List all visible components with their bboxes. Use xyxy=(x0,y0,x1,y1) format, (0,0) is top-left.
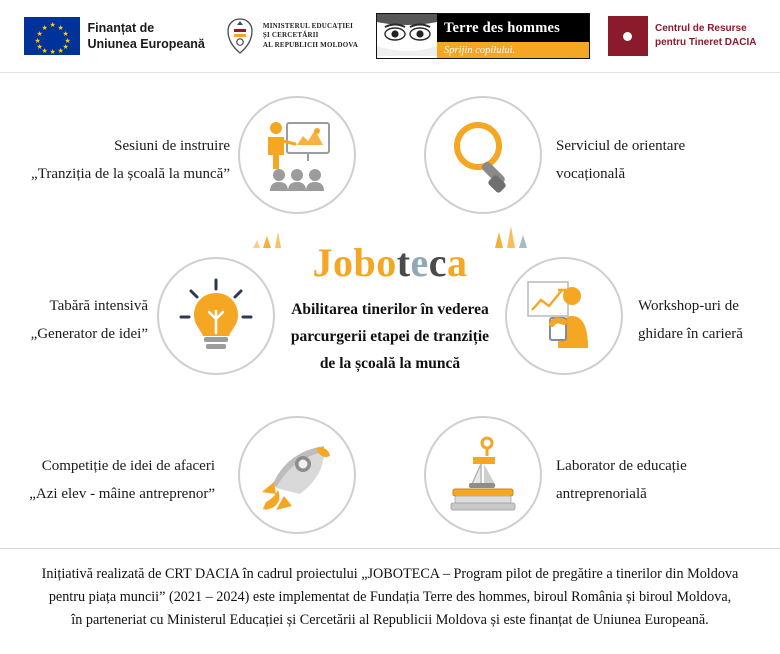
node-business-ideas-competition[interactable] xyxy=(238,416,356,534)
label-training-sessions xyxy=(0,132,230,188)
crt-dacia-logo-text xyxy=(655,22,757,50)
node-entrepreneurship-lab[interactable] xyxy=(424,416,542,534)
eu-flag-icon: ★ ★ ★ ★ ★ ★ ★ ★ ★ ★ ★ ★ xyxy=(24,17,80,55)
label-intensive-camp xyxy=(0,292,148,348)
label-vocational-guidance xyxy=(556,132,780,188)
brand-letter-2: b xyxy=(353,240,377,285)
node-vocational-guidance[interactable] xyxy=(424,96,542,214)
ministry-line2: ȘI CERCETĂRII xyxy=(262,31,319,40)
label-business-ideas-competition xyxy=(0,452,215,508)
logo-bar xyxy=(0,0,780,73)
label-career-workshops-line2: ghidare în carieră xyxy=(638,326,743,342)
terre-des-hommes-text-block xyxy=(437,14,589,58)
ministry-line1: MINISTERUL EDUCAȚIEI xyxy=(262,21,354,30)
eu-logo-line1: Finanțat de xyxy=(87,21,155,35)
ministry-line3: AL REPUBLICII MOLDOVA xyxy=(262,40,358,49)
moldova-coat-of-arms-icon xyxy=(223,17,257,55)
lightbulb-icon xyxy=(175,275,257,357)
brand-letter-0: J xyxy=(312,240,333,285)
brand-letter-3: o xyxy=(376,240,397,285)
label-intensive-camp-line2: „Generator de idei” xyxy=(30,326,148,342)
eu-logo-line2: Uniunea Europeană xyxy=(87,37,205,51)
sparkle-right-icon xyxy=(485,216,537,252)
terre-des-hommes-slogan: Sprijin copilului. xyxy=(437,42,589,58)
eu-logo-text xyxy=(88,20,205,52)
node-training-sessions[interactable] xyxy=(238,96,356,214)
label-intensive-camp-line1: Tabără intensivă xyxy=(49,298,148,314)
dacia-mark-icon xyxy=(608,16,648,56)
magnifier-icon xyxy=(444,116,522,194)
services-diagram xyxy=(0,72,780,548)
sparkle-left-icon xyxy=(251,218,295,252)
footer-disclaimer xyxy=(0,548,780,654)
label-entrepreneurship-lab xyxy=(556,452,780,508)
terre-des-hommes-title: Terre des hommes xyxy=(437,14,589,42)
terre-des-hommes-logo xyxy=(376,13,590,59)
rocket-icon xyxy=(254,432,340,518)
ministry-logo xyxy=(223,17,358,55)
label-training-sessions-line1: Sesiuni de instruire xyxy=(114,138,230,154)
footer-line2: pentru piața muncii” (2021 – 2024) este implementat de Fundația Terre des hommes, biroul România și biroul Moldova, xyxy=(48,589,732,605)
label-entrepreneurship-lab-line2: antreprenorială xyxy=(556,486,647,502)
brand-letter-4: t xyxy=(396,240,411,285)
center-tagline xyxy=(255,296,525,377)
label-business-ideas-competition-line1: Competiție de idei de afaceri xyxy=(41,458,215,474)
ministry-logo-text xyxy=(263,22,358,51)
center-tagline-line1: Abilitarea tinerilor în vederea xyxy=(291,301,489,318)
label-training-sessions-line2: „Tranziția de la școală la muncă” xyxy=(31,166,230,182)
person-chart-icon xyxy=(522,274,606,358)
label-vocational-guidance-line2: vocațională xyxy=(556,166,626,182)
center-brand-block xyxy=(255,240,525,377)
label-career-workshops xyxy=(638,292,780,348)
brand-letter-6: c xyxy=(428,240,448,285)
label-career-workshops-line1: Workshop-uri de xyxy=(638,298,739,314)
eu-logo xyxy=(24,17,205,55)
center-tagline-line2: parcurgerii etapei de tranziție xyxy=(290,328,490,345)
microscope-books-icon xyxy=(443,435,523,515)
child-eyes-photo xyxy=(377,14,437,58)
joboteca-wordmark xyxy=(312,240,467,286)
dacia-line1: Centrul de Resurse xyxy=(654,23,747,34)
label-vocational-guidance-line1: Serviciul de orientare xyxy=(556,138,686,154)
footer-line3: în parteneriat cu Ministerul Educației și Cercetării al Republicii Moldova și este finanțat de Uniunea Europeană. xyxy=(71,612,709,628)
label-business-ideas-competition-line2: „Azi elev - mâine antreprenor” xyxy=(29,486,215,502)
footer-line1: Inițiativă realizată de CRT DACIA în cadrul proiectului „JOBOTECA – Program pilot de pregătire a tinerilor din Moldova xyxy=(41,566,739,582)
center-tagline-line3: de la școală la muncă xyxy=(319,355,461,372)
presentation-trainer-icon xyxy=(257,115,337,195)
brand-letter-7: a xyxy=(447,240,468,285)
brand-letter-1: o xyxy=(332,240,354,285)
brand-letter-5: e xyxy=(410,240,429,285)
dacia-line2: pentru Tineret DACIA xyxy=(654,37,757,48)
crt-dacia-logo xyxy=(608,16,757,56)
label-entrepreneurship-lab-line1: Laborator de educație xyxy=(556,458,687,474)
